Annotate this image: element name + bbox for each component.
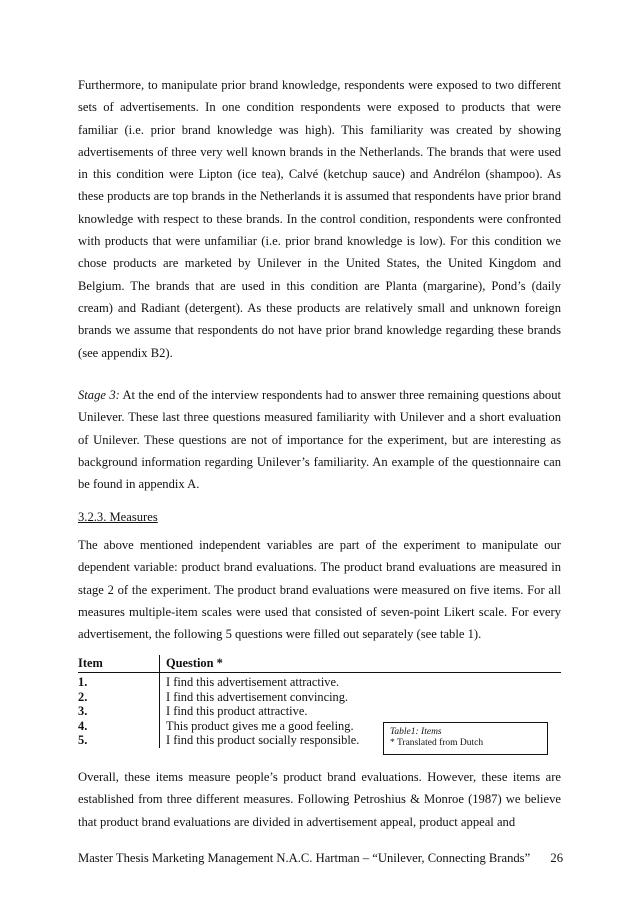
header-question: Question * — [166, 656, 223, 670]
item-question: I find this product socially responsible. — [166, 733, 360, 747]
table-header-rule — [78, 672, 561, 673]
table-caption-box — [383, 722, 548, 755]
table-header — [78, 655, 561, 673]
item-number: 3. — [78, 704, 88, 718]
paragraph-stage-3 — [78, 384, 561, 495]
stage-3-text: At the end of the interview respondents had to answer three remaining questions about Unilever. These last three questions measured familiarity with Unilever and a short evaluation of Unilever. These questions are not of importance for the experiment, but are interesting as background information regarding Unilever’s familiarity. An example of the questionnaire can be found in appendix A. — [78, 388, 561, 492]
item-question: I find this product attractive. — [166, 704, 308, 718]
stage-3-label: Stage 3: — [78, 388, 120, 402]
section-heading-measures: 3.2.3. Measures — [78, 510, 158, 524]
table-row — [78, 675, 561, 690]
paragraph-overall: Overall, these items measure people’s product brand evaluations. However, these items are established from three different measures. Following Petroshius & Monroe (1987) we believe that product brand evaluations are divided in advertisement appeal, product appeal and — [78, 770, 561, 829]
item-number: 5. — [78, 733, 88, 747]
item-question: I find this advertisement attractive. — [166, 675, 340, 689]
page-footer — [78, 851, 563, 866]
item-question: I find this advertisement convincing. — [166, 689, 349, 704]
paragraph-prior-brand-knowledge: Furthermore, to manipulate prior brand knowledge, respondents were exposed to two different sets of advertisements. In one condition respondents were exposed to products that were familiar (i.e. prior brand knowledge was high). This familiarity was created by showing advertisements of three very well known brands in the Netherlands. The brands that were used in this condition were Lipton (ice tea), Calvé (ketchup sauce) and Andrélon (shampoo). As these products are top brands in the Netherlands it is assumed that respondents have prior brand knowledge with respect to these brands. In the control condition, respondents were confronted with products that were unfamiliar (i.e. prior brand knowledge is low). For this condition we chose products are marketed by Unilever in the United States, the United Kingdom and Belgium. The brands that are used in this condition are Planta (margarine), Pond’s (daily cream) and Radiant (detergent). As these products are relatively small and unknown foreign brands we assume that respondents do not have prior brand knowledge regarding these brands (see appendix B2). — [78, 78, 561, 360]
page-number: 26 — [550, 851, 563, 865]
header-item: Item — [78, 656, 103, 670]
table-row — [78, 690, 561, 705]
table-row — [78, 704, 561, 719]
item-number: 2. — [78, 689, 88, 704]
item-number: 4. — [78, 718, 88, 733]
paragraph-measures: The above mentioned independent variables are part of the experiment to manipulate our dependent variable: product brand evaluations. The product brand evaluations are measured in stage 2 of the experiment. The product brand evaluations were measured on five items. For all measures multiple-item scales were used that consisted of seven-point Likert scale. For every advertisement, the following 5 questions were filled out separately (see table 1). — [78, 538, 561, 642]
table-caption-note: * Translated from Dutch — [390, 738, 484, 748]
item-question: This product gives me a good feeling. — [166, 718, 354, 733]
item-number: 1. — [78, 675, 88, 689]
footer-text: Master Thesis Marketing Management N.A.C. Hartman – “Unilever, Connecting Brands” — [78, 851, 531, 865]
table-caption-title: Table1: Items — [390, 727, 442, 737]
